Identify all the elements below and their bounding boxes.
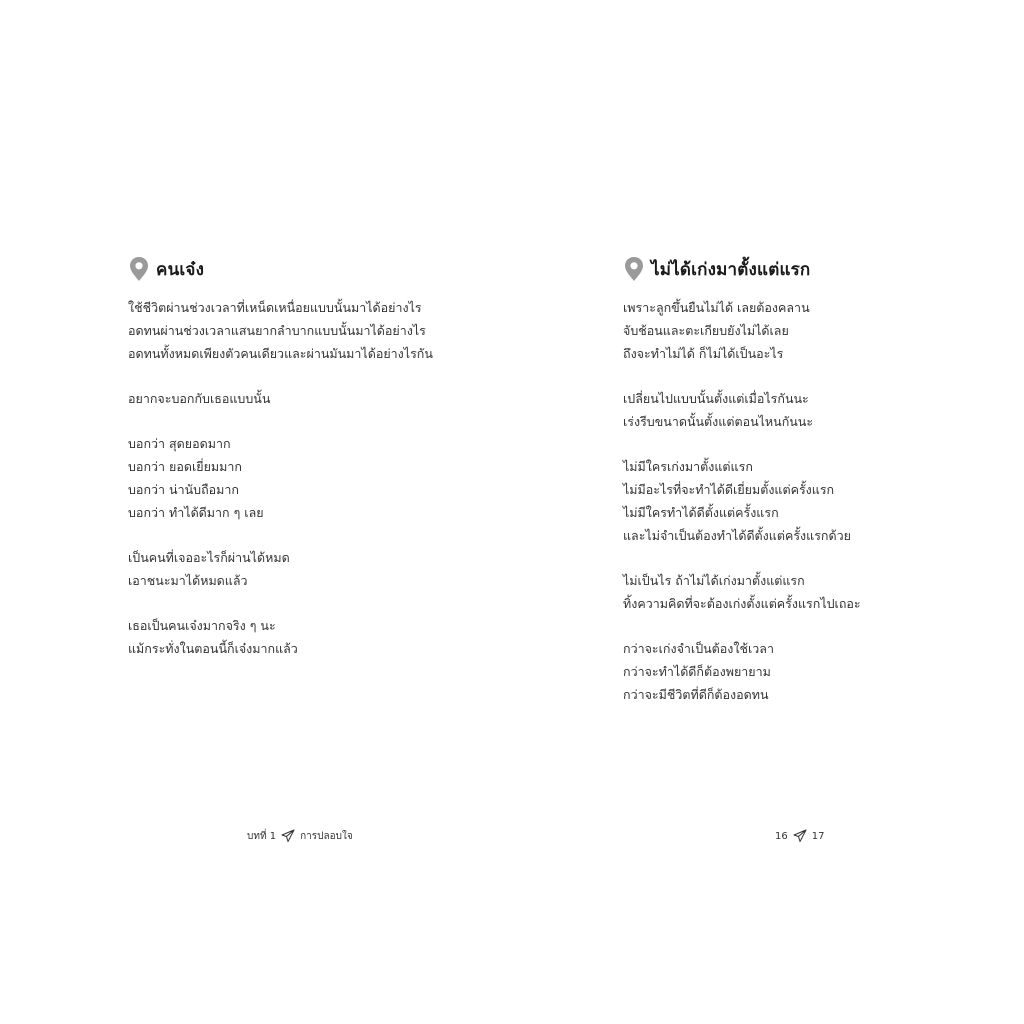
- page-number-left: 16: [775, 830, 788, 842]
- poem-line: บอกว่า ทำได้ดีมาก ๆ เลย: [128, 505, 264, 520]
- right-page-footer: [775, 826, 824, 846]
- poem-line: กว่าจะเก่งจำเป็นต้องใช้เวลา: [623, 641, 774, 656]
- right-stanza-1: [623, 296, 1003, 365]
- poem-line: ไม่มีอะไรที่จะทำได้ดีเยี่ยมตั้งแต่ครั้งแรก: [623, 482, 835, 497]
- left-stanza-4: [128, 546, 488, 592]
- paper-plane-icon: [281, 829, 295, 843]
- poem-line: ไม่เป็นไร ถ้าไม่ได้เก่งมาตั้งแต่แรก: [623, 573, 805, 588]
- poem-line: บอกว่า สุดยอดมาก: [128, 436, 231, 451]
- right-stanza-4: [623, 569, 1003, 615]
- poem-line: ใช้ชีวิตผ่านช่วงเวลาที่เหน็ดเหนื่อยแบบนั้นมาได้อย่างไร: [128, 300, 422, 315]
- left-stanza-2: [128, 387, 488, 410]
- poem-line: เอาชนะมาได้หมดแล้ว: [128, 573, 248, 588]
- poem-line: เป็นคนที่เจออะไรก็ผ่านได้หมด: [128, 550, 290, 565]
- poem-line: เพราะลูกขึ้นยืนไม่ได้ เลยต้องคลาน: [623, 300, 810, 315]
- poem-line: ถึงจะทำไม่ได้ ก็ไม่ได้เป็นอะไร: [623, 346, 784, 361]
- left-stanza-5: [128, 614, 488, 660]
- poem-line: จับช้อนและตะเกียบยังไม่ได้เลย: [623, 323, 789, 338]
- page-number-right: 17: [811, 830, 825, 842]
- poem-line: บอกว่า ยอดเยี่ยมมาก: [128, 459, 242, 474]
- paper-plane-icon: [793, 829, 807, 843]
- poem-line: อดทนผ่านช่วงเวลาแสนยากลำบากแบบนั้นมาได้อย่างไร: [128, 323, 426, 338]
- poem-line: แม้กระทั่งในตอนนี้ก็เจ๋งมากแล้ว: [128, 641, 298, 656]
- location-pin-icon: [128, 256, 150, 282]
- right-page-content: [623, 256, 1003, 728]
- poem-line: และไม่จำเป็นต้องทำได้ดีตั้งแต่ครั้งแรกด้วย: [623, 528, 851, 543]
- location-pin-icon: [623, 256, 645, 282]
- section-label: การปลอบใจ: [300, 830, 353, 842]
- poem-line: ไม่มีใครทำได้ดีตั้งแต่ครั้งแรก: [623, 505, 779, 520]
- right-page-title: ไม่ได้เก่งมาตั้งแต่แรก: [651, 259, 811, 280]
- poem-line: เร่งรีบขนาดนั้นตั้งแต่ตอนไหนกันนะ: [623, 414, 814, 429]
- right-stanza-2: [623, 387, 1003, 433]
- poem-line: ไม่มีใครเก่งมาตั้งแต่แรก: [623, 459, 753, 474]
- left-stanza-1: [128, 296, 488, 365]
- left-page-footer: [247, 826, 353, 846]
- poem-line: เปลี่ยนไปแบบนั้นตั้งแต่เมื่อไรกันนะ: [623, 391, 809, 406]
- right-heading: [623, 256, 1003, 282]
- right-page: [512, 0, 1024, 1024]
- poem-line: บอกว่า น่านับถือมาก: [128, 482, 239, 497]
- left-page-content: [128, 256, 488, 682]
- right-stanza-3: [623, 455, 1003, 547]
- poem-line: กว่าจะมีชีวิตที่ดีก็ต้องอดทน: [623, 687, 769, 702]
- chapter-label: บทที่ 1: [247, 830, 277, 842]
- poem-line: เธอเป็นคนเจ๋งมากจริง ๆ นะ: [128, 618, 276, 633]
- poem-line: ทิ้งความคิดที่จะต้องเก่งตั้งแต่ครั้งแรกไปเถอะ: [623, 596, 861, 611]
- left-heading: [128, 256, 488, 282]
- poem-line: อดทนทั้งหมดเพียงตัวคนเดียวและผ่านมันมาได้อย่างไรกัน: [128, 346, 433, 361]
- poem-line: อยากจะบอกกับเธอแบบนั้น: [128, 391, 271, 406]
- right-stanza-5: [623, 637, 1003, 706]
- poem-line: กว่าจะทำได้ดีก็ต้องพยายาม: [623, 664, 771, 679]
- left-stanza-3: [128, 432, 488, 524]
- left-page-title: คนเจ๋ง: [156, 259, 205, 280]
